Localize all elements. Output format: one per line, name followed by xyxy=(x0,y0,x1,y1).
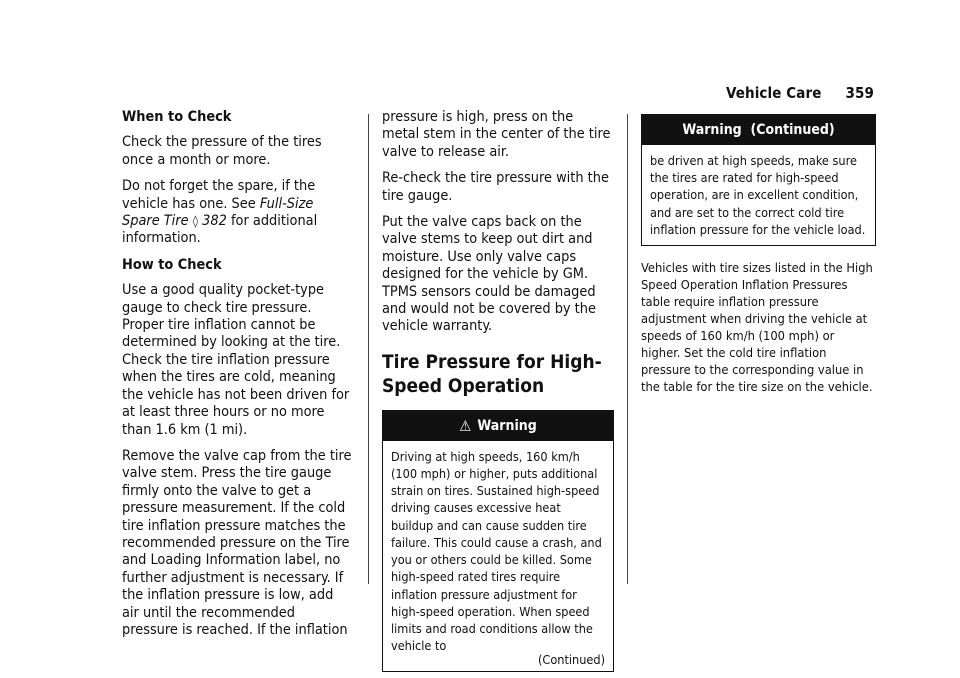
warning-header-continued: Warning (Continued) xyxy=(642,115,875,145)
continued-label: (Continued) xyxy=(538,652,605,668)
when-to-check-heading: When to Check xyxy=(122,109,232,125)
column-left xyxy=(122,109,354,648)
column-right xyxy=(641,109,876,405)
spare-tire-link-label: Full-Size Spare Tire xyxy=(122,195,314,230)
spare-paragraph xyxy=(122,178,354,248)
warning-icon: ⚠ xyxy=(459,416,472,435)
column-divider-2 xyxy=(627,114,628,584)
paragraph: Re-check the tire pressure with the tire gauge. xyxy=(382,170,609,204)
warning-text: Driving at high speeds, 160 km/h (100 mph) or higher, puts additional strain on tires. Sustained high-speed driving causes excessive heat buildup and can cause sudden tire failure. This could cause a crash, and you or others could be killed. Some high-speed rated tires require inflation pressure adjustment for high-speed operation. When speed limits and road conditions allow the vehicle to xyxy=(391,448,602,654)
paragraph: Check the pressure of the tires once a month or more. xyxy=(122,134,322,168)
spare-text-post: for additional information. xyxy=(122,213,318,247)
paragraph: Vehicles with tire sizes listed in the High Speed Operation Inflation Pressures table require inflation pressure adjustment when driving the vehicle at speeds of 160 km/h (100 mph) or higher. Set the cold tire inflation pressure to the corresponding value in the table for the tire size on the vehicle. xyxy=(641,261,873,396)
spare-text-pre: Do not forget the spare, if the vehicle has one. See xyxy=(122,178,316,212)
warning-title: Warning xyxy=(477,417,537,434)
paragraph: pressure is high, press on the metal stem in the center of the tire valve to release air. xyxy=(382,109,611,160)
warning-body-continued: be driven at high speeds, make sure the tires are rated for high-speed operation, are in excellent condition, and are set to the correct cold tire inflation pressure for the vehicle load. xyxy=(650,153,866,237)
page-header xyxy=(726,84,874,102)
paragraph: Remove the valve cap from the tire valve stem. Press the tire gauge firmly onto the valve to get a pressure measurement. If the cold tire inflation pressure matches the recommended pressure on the Tire and Loading Information label, no further adjustment is necessary. If the inflation pressure is low, add air until the recommended pressure is reached. If the inflation xyxy=(122,447,352,638)
page-ref-icon: ◊ xyxy=(192,214,199,229)
how-to-check-heading: How to Check xyxy=(122,256,222,273)
warning-header xyxy=(383,411,613,441)
warning-body xyxy=(383,441,613,671)
spare-tire-link-page: 382 xyxy=(202,213,227,230)
column-middle xyxy=(382,109,614,672)
section-title: Vehicle Care xyxy=(726,84,822,102)
section-heading: Tire Pressure for High-Speed Operation xyxy=(382,350,602,397)
warning-box xyxy=(382,410,614,672)
paragraph: Put the valve caps back on the valve stems to keep out dirt and moisture. Use only valve caps designed for the vehicle by GM. TPMS sensors could be damaged and would not be covered by the vehicle warranty. xyxy=(382,214,596,335)
paragraph: Use a good quality pocket-type gauge to check tire pressure. Proper tire inflation cannot be determined by looking at the tire. Check the tire inflation pressure when the tires are cold, meaning the vehicle has not been driven for at least three hours or no more than 1.6 km (1 mi). xyxy=(122,282,350,438)
column-divider-1 xyxy=(368,114,369,584)
page-number: 359 xyxy=(845,84,874,102)
warning-box-continued xyxy=(641,114,876,246)
